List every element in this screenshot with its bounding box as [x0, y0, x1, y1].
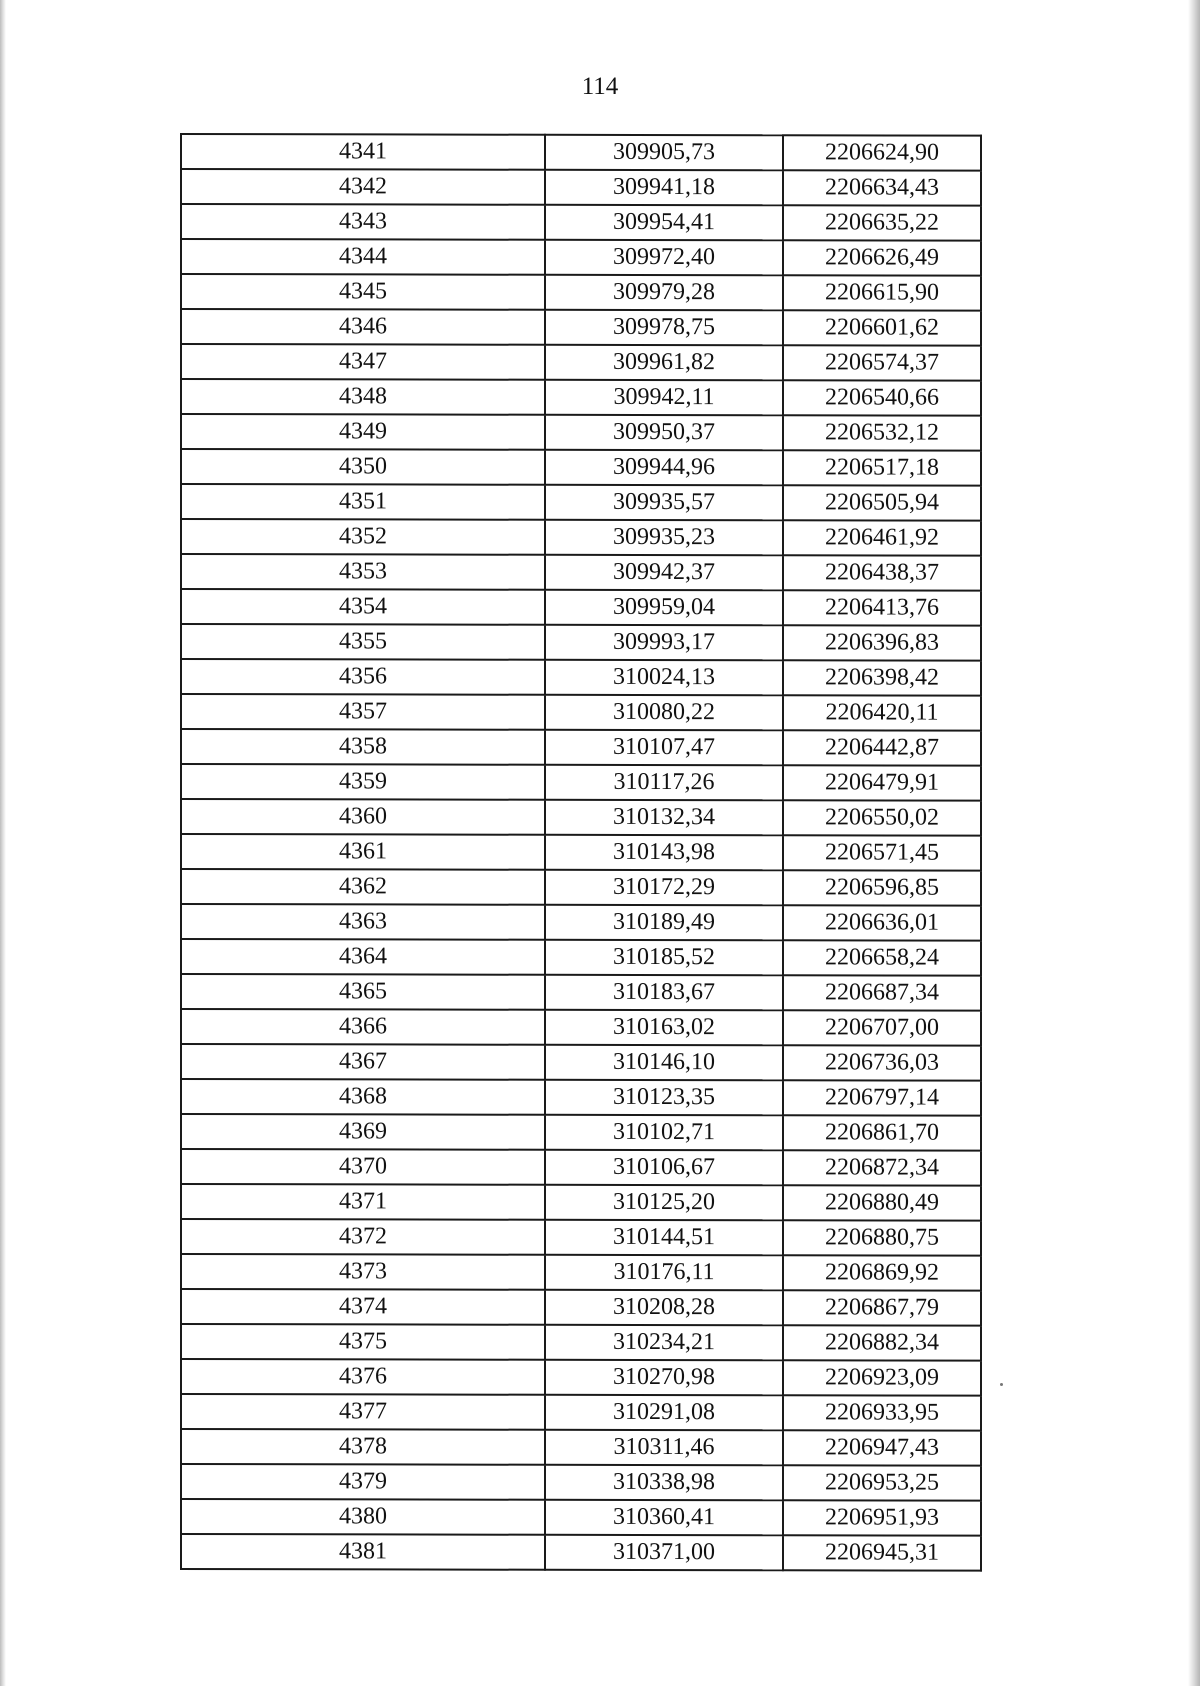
- point-number-cell: 4373: [181, 1254, 545, 1290]
- table-row: [181, 484, 981, 521]
- y-coordinate-cell: 2206574,37: [783, 345, 981, 380]
- point-number-cell: 4346: [181, 309, 545, 345]
- page-number: 114: [581, 73, 619, 100]
- table-row: [181, 659, 981, 696]
- point-number-cell: 4372: [181, 1219, 545, 1255]
- table-row: [181, 764, 981, 801]
- point-number-cell: 4355: [181, 624, 545, 660]
- x-coordinate-cell: 310146,10: [545, 1045, 783, 1080]
- table-row: [181, 274, 981, 311]
- point-number-cell: 4352: [181, 519, 545, 555]
- table-row: [181, 974, 981, 1011]
- table-row: [181, 1254, 981, 1291]
- y-coordinate-cell: 2206505,94: [783, 485, 981, 520]
- table-row: [181, 169, 981, 206]
- point-number-cell: 4361: [181, 834, 545, 870]
- point-number-cell: 4353: [181, 554, 545, 590]
- x-coordinate-cell: 310106,67: [545, 1150, 783, 1185]
- y-coordinate-cell: 2206413,76: [783, 590, 981, 625]
- table-row: [181, 414, 981, 451]
- point-number-cell: 4376: [181, 1359, 545, 1395]
- x-coordinate-cell: 310291,08: [545, 1395, 783, 1430]
- table-row: [181, 204, 981, 241]
- table-row: [181, 1499, 981, 1536]
- point-number-cell: 4359: [181, 764, 545, 800]
- table-row: [181, 834, 981, 871]
- point-number-cell: 4370: [181, 1149, 545, 1185]
- x-coordinate-cell: 310270,98: [545, 1360, 783, 1395]
- x-coordinate-cell: 309961,82: [545, 345, 783, 380]
- point-number-cell: 4344: [181, 239, 545, 275]
- table-row: [181, 1429, 981, 1466]
- point-number-cell: 4351: [181, 484, 545, 520]
- point-number-cell: 4356: [181, 659, 545, 695]
- x-coordinate-cell: 310189,49: [545, 905, 783, 940]
- y-coordinate-cell: 2206945,31: [783, 1535, 981, 1570]
- table-row: [181, 1289, 981, 1326]
- table-row: [181, 1324, 981, 1361]
- y-coordinate-cell: 2206923,09: [783, 1360, 981, 1395]
- y-coordinate-cell: 2206861,70: [783, 1115, 981, 1150]
- y-coordinate-cell: 2206571,45: [783, 835, 981, 870]
- point-number-cell: 4366: [181, 1009, 545, 1045]
- y-coordinate-cell: 2206872,34: [783, 1150, 981, 1185]
- point-number-cell: 4369: [181, 1114, 545, 1150]
- point-number-cell: 4347: [181, 344, 545, 380]
- table-row: [181, 869, 981, 906]
- x-coordinate-cell: 310080,22: [545, 695, 783, 730]
- y-coordinate-cell: 2206635,22: [783, 205, 981, 240]
- x-coordinate-cell: 309941,18: [545, 170, 783, 205]
- y-coordinate-cell: 2206396,83: [783, 625, 981, 660]
- point-number-cell: 4365: [181, 974, 545, 1010]
- table-row: [181, 624, 981, 661]
- scan-speck: [1000, 1383, 1003, 1386]
- x-coordinate-cell: 310338,98: [545, 1465, 783, 1500]
- table-row: [181, 1394, 981, 1431]
- table-row: [181, 239, 981, 276]
- y-coordinate-cell: 2206550,02: [783, 800, 981, 835]
- table-row: [181, 1534, 981, 1571]
- x-coordinate-cell: 310311,46: [545, 1430, 783, 1465]
- table-row: [181, 554, 981, 591]
- x-coordinate-cell: 310234,21: [545, 1325, 783, 1360]
- x-coordinate-cell: 309979,28: [545, 275, 783, 310]
- point-number-cell: 4368: [181, 1079, 545, 1115]
- y-coordinate-cell: 2206880,49: [783, 1185, 981, 1220]
- point-number-cell: 4371: [181, 1184, 545, 1220]
- point-number-cell: 4341: [181, 134, 545, 170]
- y-coordinate-cell: 2206953,25: [783, 1465, 981, 1500]
- point-number-cell: 4357: [181, 694, 545, 730]
- table-row: [181, 1044, 981, 1081]
- y-coordinate-cell: 2206933,95: [783, 1395, 981, 1430]
- x-coordinate-cell: 310143,98: [545, 835, 783, 870]
- table-row: [181, 1149, 981, 1186]
- point-number-cell: 4375: [181, 1324, 545, 1360]
- point-number-cell: 4345: [181, 274, 545, 310]
- y-coordinate-cell: 2206882,34: [783, 1325, 981, 1360]
- y-coordinate-cell: 2206869,92: [783, 1255, 981, 1290]
- x-coordinate-cell: 310360,41: [545, 1500, 783, 1535]
- x-coordinate-cell: 309935,23: [545, 520, 783, 555]
- y-coordinate-cell: 2206626,49: [783, 240, 981, 275]
- point-number-cell: 4381: [181, 1534, 545, 1570]
- table-row: [181, 589, 981, 626]
- y-coordinate-cell: 2206461,92: [783, 520, 981, 555]
- point-number-cell: 4374: [181, 1289, 545, 1325]
- table-row: [181, 729, 981, 766]
- y-coordinate-cell: 2206707,00: [783, 1010, 981, 1045]
- x-coordinate-cell: 309978,75: [545, 310, 783, 345]
- point-number-cell: 4360: [181, 799, 545, 835]
- y-coordinate-cell: 2206479,91: [783, 765, 981, 800]
- y-coordinate-cell: 2206420,11: [783, 695, 981, 730]
- x-coordinate-cell: 310024,13: [545, 660, 783, 695]
- table-row: [181, 379, 981, 416]
- table-row: [181, 939, 981, 976]
- x-coordinate-cell: 310102,71: [545, 1115, 783, 1150]
- y-coordinate-cell: 2206867,79: [783, 1290, 981, 1325]
- table-row: [181, 1464, 981, 1501]
- point-number-cell: 4348: [181, 379, 545, 415]
- table-row: [181, 694, 981, 731]
- point-number-cell: 4343: [181, 204, 545, 240]
- coordinates-table-body: [181, 134, 981, 1571]
- x-coordinate-cell: 309942,11: [545, 380, 783, 415]
- point-number-cell: 4354: [181, 589, 545, 625]
- table-row: [181, 904, 981, 941]
- scan-edge-left: [0, 0, 6, 1686]
- x-coordinate-cell: 309972,40: [545, 240, 783, 275]
- x-coordinate-cell: 310185,52: [545, 940, 783, 975]
- point-number-cell: 4377: [181, 1394, 545, 1430]
- y-coordinate-cell: 2206615,90: [783, 275, 981, 310]
- x-coordinate-cell: 310125,20: [545, 1185, 783, 1220]
- y-coordinate-cell: 2206442,87: [783, 730, 981, 765]
- y-coordinate-cell: 2206540,66: [783, 380, 981, 415]
- x-coordinate-cell: 309935,57: [545, 485, 783, 520]
- x-coordinate-cell: 310107,47: [545, 730, 783, 765]
- point-number-cell: 4350: [181, 449, 545, 485]
- table-row: [181, 1219, 981, 1256]
- y-coordinate-cell: 2206736,03: [783, 1045, 981, 1080]
- y-coordinate-cell: 2206880,75: [783, 1220, 981, 1255]
- y-coordinate-cell: 2206636,01: [783, 905, 981, 940]
- x-coordinate-cell: 310132,34: [545, 800, 783, 835]
- point-number-cell: 4378: [181, 1429, 545, 1465]
- point-number-cell: 4358: [181, 729, 545, 765]
- y-coordinate-cell: 2206624,90: [783, 135, 981, 170]
- point-number-cell: 4379: [181, 1464, 545, 1500]
- y-coordinate-cell: 2206398,42: [783, 660, 981, 695]
- table-row: [181, 1079, 981, 1116]
- coordinates-table: [180, 133, 982, 1572]
- y-coordinate-cell: 2206517,18: [783, 450, 981, 485]
- point-number-cell: 4367: [181, 1044, 545, 1080]
- x-coordinate-cell: 310117,26: [545, 765, 783, 800]
- y-coordinate-cell: 2206797,14: [783, 1080, 981, 1115]
- table-row: [181, 799, 981, 836]
- x-coordinate-cell: 310176,11: [545, 1255, 783, 1290]
- scan-edge-right: [1188, 0, 1200, 1686]
- table-row: [181, 1184, 981, 1221]
- x-coordinate-cell: 310172,29: [545, 870, 783, 905]
- table-row: [181, 1009, 981, 1046]
- x-coordinate-cell: 310208,28: [545, 1290, 783, 1325]
- x-coordinate-cell: 309993,17: [545, 625, 783, 660]
- y-coordinate-cell: 2206532,12: [783, 415, 981, 450]
- point-number-cell: 4380: [181, 1499, 545, 1535]
- table-row: [181, 309, 981, 346]
- x-coordinate-cell: 309944,96: [545, 450, 783, 485]
- x-coordinate-cell: 309950,37: [545, 415, 783, 450]
- table-row: [181, 134, 981, 171]
- point-number-cell: 4342: [181, 169, 545, 205]
- x-coordinate-cell: 309942,37: [545, 555, 783, 590]
- x-coordinate-cell: 310144,51: [545, 1220, 783, 1255]
- x-coordinate-cell: 309905,73: [545, 135, 783, 170]
- y-coordinate-cell: 2206634,43: [783, 170, 981, 205]
- table-row: [181, 449, 981, 486]
- y-coordinate-cell: 2206438,37: [783, 555, 981, 590]
- y-coordinate-cell: 2206596,85: [783, 870, 981, 905]
- point-number-cell: 4363: [181, 904, 545, 940]
- x-coordinate-cell: 310371,00: [545, 1535, 783, 1570]
- y-coordinate-cell: 2206951,93: [783, 1500, 981, 1535]
- x-coordinate-cell: 309954,41: [545, 205, 783, 240]
- y-coordinate-cell: 2206658,24: [783, 940, 981, 975]
- x-coordinate-cell: 310123,35: [545, 1080, 783, 1115]
- x-coordinate-cell: 309959,04: [545, 590, 783, 625]
- table-row: [181, 1114, 981, 1151]
- table-row: [181, 1359, 981, 1396]
- x-coordinate-cell: 310183,67: [545, 975, 783, 1010]
- point-number-cell: 4364: [181, 939, 545, 975]
- x-coordinate-cell: 310163,02: [545, 1010, 783, 1045]
- y-coordinate-cell: 2206601,62: [783, 310, 981, 345]
- point-number-cell: 4362: [181, 869, 545, 905]
- point-number-cell: 4349: [181, 414, 545, 450]
- table-row: [181, 519, 981, 556]
- table-row: [181, 344, 981, 381]
- y-coordinate-cell: 2206687,34: [783, 975, 981, 1010]
- y-coordinate-cell: 2206947,43: [783, 1430, 981, 1465]
